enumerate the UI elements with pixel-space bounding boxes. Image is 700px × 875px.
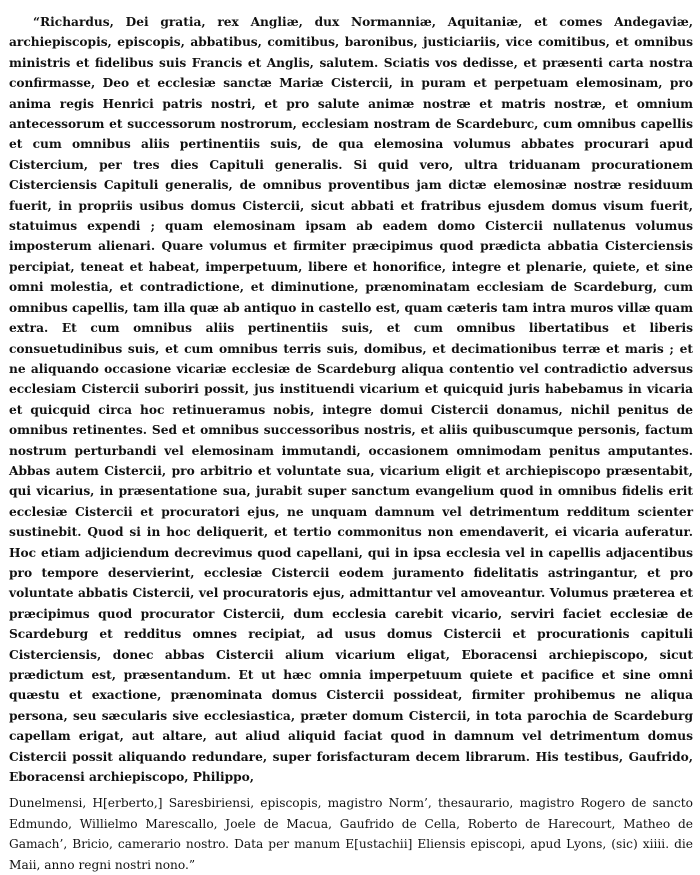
charter-paragraph-main: “Richardus, Dei gratia, rex Angliæ, dux Normanniæ, Aquitaniæ, et comes Andegaviæ, archiepiscopis, episcopis, abbatibus, comitibus, baronibus, justiciariis, vice comitibus, et omnibus ministris et fidelibus suis Francis et Anglis, salutem. Sciatis vos dedisse, et præsenti carta nostra confirmasse, Deo et ecclesiæ sanctæ Mariæ Cistercii, in puram et perpetuam elemosinam, pro anima regis Henrici patris nostri, et pro salute animæ nostræ et matris nostræ, et omnium antecessorum et successorum nostrorum, ecclesiam nostram de Scardeburc, cum omnibus capellis et cum omnibus aliis pertinentiis suis, de qua elemosina volumus abbates procurari apud Cistercium, per tres dies Capituli generalis. Si quid vero, ultra triduanam procurationem Cisterciensis Capituli generalis, de omnibus proventibus jam dictæ elemosinæ nostræ residuum fuerit, in propriis usibus domus Cistercii, sicut abbati et fratribus ejusdem domus visum fuerit, statuimus expendi ; quam elemosinam ipsam ab eadem domo Cistercii nullatenus volumus imposterum alienari. Quare volumus et firmiter præcipimus quod prædicta abbatia Cisterciensis percipiat, teneat et habeat, imperpetuum, libere et honorifice, integre et plenarie, quiete, et sine omni molestia, et contradictione, et diminutione, prænominatam ecclesiam de Scardeburg, cum omnibus capellis, tam illa quæ ab antiquo in castello est, quam cæteris tam intra muros villæ quam extra. Et cum omnibus aliis pertinentiis suis, et cum omnibus libertatibus et liberis consuetudinibus suis, et cum omnibus terris suis, domibus, et decimationibus terræ et maris ; et ne aliquando occasione vicariæ ecclesiæ de Scardeburg aliqua contentio vel contradictio adversus ecclesiam Cistercii suboriri possit, jus instituendi vicarium et quicquid juris habebamus in vicaria et quicquid circa hoc retinueramus nobis, integre domui Cistercii donamus, nichil penitus de omnibus retinentes. Sed et omnibus successoribus nostris, et aliis quibuscumque personis, factum nostrum perturbandi vel elemosinam immutandi, occasionem omnimodam penitus amputantes. Abbas autem Cistercii, pro arbitrio et voluntate sua, vicarium eligit et archiepiscopo præsentabit, qui vicarius, in præsentatione sua, jurabit super sanctum evangelium quod in omnibus fidelis erit ecclesiæ Cistercii et procuratori ejus, ne unquam damnum vel detrimentum redditum scienter sustinebit. Quod si in hoc deliquerit, et tertio commonitus non emendaverit, ei vicaria auferatur. Hoc etiam adjiciendum decrevimus quod capellani, qui in ipsa ecclesia vel in capellis adjacentibus pro tempore deservierint, ecclesiæ Cistercii eodem juramento fidelitatis astringantur, et pro voluntate abbatis Cistercii, vel procuratoris ejus, admittantur vel amoveantur. Volumus præterea et præcipimus quod procurator Cistercii, dum ecclesia carebit vicario, serviri faciet ecclesiæ de Scardeburg et redditus omnes recipiat, ad usus domus Cistercii et procurationis capituli Cisterciensis, donec abbas Cistercii alium vicarium eligat, Eboracensi archiepiscopo, sicut prædictum est, præsentandum. Et ut hæc omnia imperpetuum quiete et pacifice et sine omni quæstu et exactione, prænominata domus Cistercii possideat, firmiter prohibemus ne aliqua persona, seu sæcularis sive ecclesiastica, præter domum Cistercii, in tota parochia de Scardeburg capellam erigat, aut altare, aut aliud aliquid faciat quod in damnum vel detrimentum domus Cistercii possit aliquando redundare, super forisfacturam decem librarum. His testibus, Gaufrido, Eboracensi archiepiscopo, Philippo, xyxy=(9,15,693,785)
charter-paragraph-witnesses: Dunelmensi, H[erberto,] Saresbiriensi, episcopis, magistro Norm’, thesaurario, magistro Rogero de sancto Edmundo, Willielmo Marescallo, Joele de Macua, Gaufrido de Cella, Roberto de Harecourt, Matheo de Gamach’, Bricio, camerario nostro. Data per manum E[ustachii] Eliensis episcopi, apud Lyons, (sic) xiiii. die Maii, anno regni nostri nono.” xyxy=(9,796,693,872)
charter-text xyxy=(9,12,693,875)
